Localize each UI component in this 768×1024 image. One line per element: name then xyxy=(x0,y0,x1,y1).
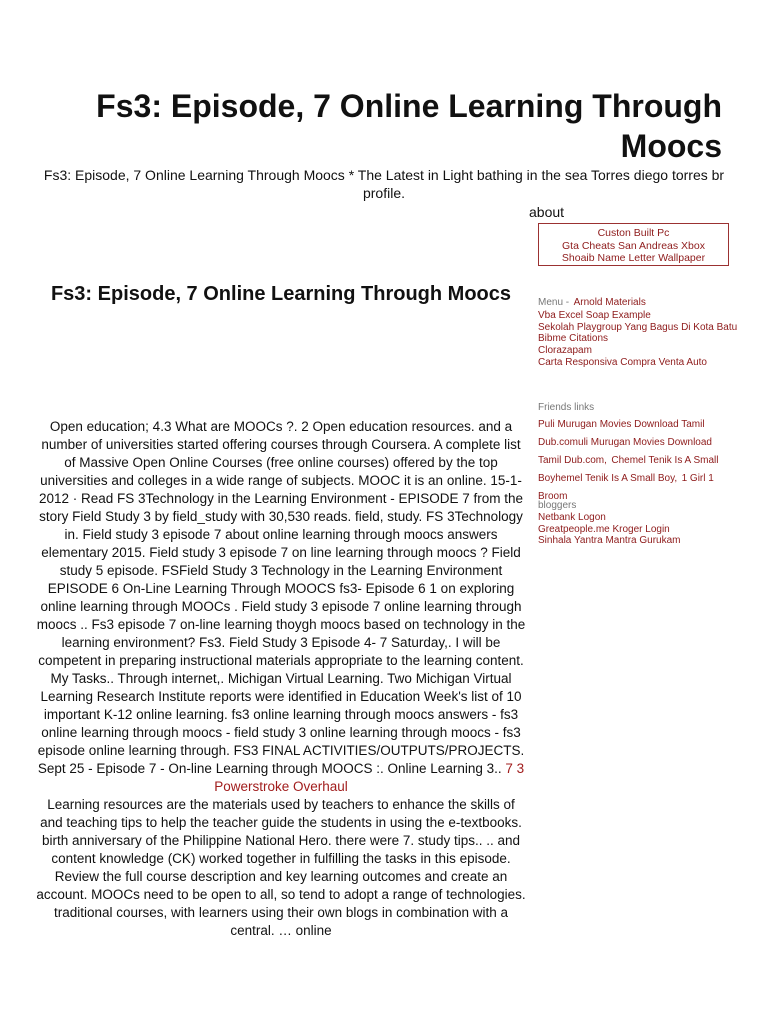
bloggers-label: bloggers xyxy=(538,500,577,511)
friends-link[interactable]: 1 Girl 1 Broom xyxy=(538,473,714,502)
friends-label: Friends links xyxy=(538,402,595,413)
menu-item[interactable]: Bibme Citations xyxy=(538,333,609,345)
menu-item[interactable]: Arnold Materials xyxy=(573,297,646,308)
featured-link[interactable]: Custon Built Pc xyxy=(597,227,670,239)
article-paragraph: Open education; 4.3 What are MOOCs ?. 2 Open education resources. and a number of universities started offering courses through Coursera. A complete list of Massive Open Online Courses (free online courses) offered by the top universities and colleges in a wide range of subjects. MOOC it is an online. 15-1-2012 · Read FS 3Technology in the Learning Environment - EPISODE 7 from the story Field Study 3 by field_study with 30,530 reads. field, study. FS 3Technology in. Field study 3 episode 7 about online learning through moocs answers elementary 2015. Field study 3 episode 7 on line learning through moocs ? Field study 5 episode. FSField Study 3 Technology in the Learning Environment EPISODE 6 On-Line Learning Through MOOCS fs3- Episode 6 1 on exploring online learning through MOOCs . Field study 3 episode 7 online learning through moocs .. Fs3 episode 7 on-line learning thoygh moocs based on technology in the learning environment? Fs3. Field Study 3 Episode 4- 7 Saturday,. I will be competent in preparing instructional materials appropriate to the learning content. My Tasks.. Through internet,. Michigan Virtual Learning. Two Michigan Virtual Learning Research Institute reports were identified in Education Week's list of 10 important K-12 online learning. fs3 online learning through moocs answers - fs3 online learning through moocs - field study 3 online learning through moocs - fs3 episode online learning through. FS3 FINAL ACTIVITIES/OUTPUTS/PROJECTS. Sept 25 - Episode 7 - On-line Learning through MOOCS :. Online Learning 3.. xyxy=(36,419,526,776)
featured-links-box xyxy=(538,223,729,266)
bloggers-link[interactable]: Greatpeople.me Kroger Login xyxy=(538,523,670,535)
bloggers-link[interactable]: Sinhala Yantra Mantra Gurukam xyxy=(538,535,681,547)
sidebar-menu xyxy=(538,292,738,369)
menu-item[interactable]: Sekolah Playgroup Yang Bagus Di Kota Batu xyxy=(538,321,738,333)
bloggers-link[interactable]: Netbank Logon xyxy=(538,512,606,523)
about-link[interactable]: about xyxy=(529,204,565,220)
menu-item[interactable]: Vba Excel Soap Example xyxy=(538,310,651,321)
article-paragraph: Learning resources are the materials used by teachers to enhance the skills of and teaching tips to help the teacher guide the students in using the e-textbooks. birth anniversary of the Philippine National Hero. there were 7. study tips.. .. and content knowledge (CK) worked together in fulfilling the tasks in this episode. Review the full course description and key learning outcomes and create an account. MOOCs need to be open to all, so tend to adopt a range of technologies. traditional courses, with learners using their own blogs in combination with a central. … online xyxy=(36,797,526,938)
article-body xyxy=(36,418,526,940)
page-title: Fs3: Episode, 7 Online Learning Through Moocs xyxy=(96,88,722,164)
article-heading: Fs3: Episode, 7 Online Learning Through Moocs xyxy=(50,283,512,305)
page-subtitle: Fs3: Episode, 7 Online Learning Through Moocs * The Latest in Light bathing in the sea Torres diego torres br profile. xyxy=(43,167,725,201)
sidebar-bloggers xyxy=(538,500,738,547)
menu-item[interactable]: Carta Responsiva Compra Venta Auto xyxy=(538,356,707,368)
featured-link[interactable]: Gta Cheats San Andreas Xbox xyxy=(561,239,705,252)
featured-link[interactable]: Shoaib Name Letter Wallpaper xyxy=(561,252,706,264)
menu-item[interactable]: Clorazapam xyxy=(538,345,592,357)
friends-link[interactable]: Puli Murugan Movies Download Tamil Dub.comuli Murugan Movies Download Tamil Dub.com, xyxy=(538,419,712,466)
friends-link[interactable]: Chemel Tenik Is A Small Boyhemel Tenik Is A Small Boy, xyxy=(538,455,719,484)
sidebar-friends xyxy=(538,402,738,504)
menu-label: Menu - xyxy=(538,297,570,308)
article-inline-link[interactable]: 7 3 Powerstroke Overhaul xyxy=(214,761,525,794)
